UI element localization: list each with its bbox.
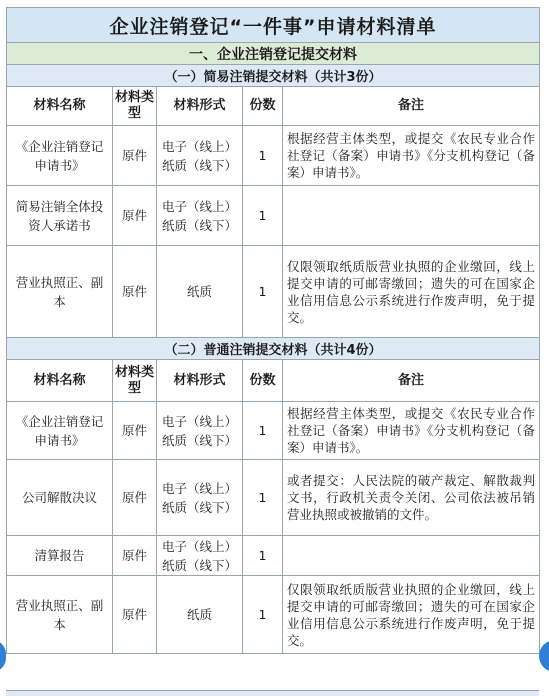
- material-form: [157, 536, 243, 576]
- form-online: 电子（线上）: [161, 413, 237, 429]
- header-row: [7, 87, 540, 126]
- material-note: 或者提交：人民法院的破产裁定、解散裁判文书，行政机关责令关闭、公司依法被吊销营业执照或被撤销的文件。: [283, 460, 540, 536]
- material-name: 《企业注销登记申请书》: [7, 126, 113, 186]
- table-row: [7, 402, 540, 460]
- column-header-type: 材料类型: [113, 360, 157, 402]
- material-form: [157, 186, 243, 246]
- next-section-strip: [6, 690, 539, 696]
- materials-table: [6, 7, 540, 654]
- material-type: 原件: [113, 402, 157, 460]
- material-type: 原件: [113, 536, 157, 576]
- column-header-count: 份数: [243, 360, 283, 402]
- column-header-count: 份数: [243, 87, 283, 126]
- material-count: 1: [243, 402, 283, 460]
- table-row: [7, 576, 540, 654]
- form-online: 电子（线上）: [161, 480, 237, 496]
- material-count: 1: [243, 460, 283, 536]
- column-header-form: 材料形式: [157, 360, 243, 402]
- column-header-type: 材料类型: [113, 87, 157, 126]
- table-row: [7, 186, 540, 246]
- material-form: [157, 460, 243, 536]
- material-note: 仅限领取纸质版营业执照的企业缴回，线上提交申请的可邮寄缴回；遗失的可在国家企业信用信息公示系统进行作废声明，免于提交。: [283, 576, 540, 654]
- column-header-name: 材料名称: [7, 360, 113, 402]
- subsection-heading-normal: （二）普通注销提交材料（共计4份）: [7, 338, 540, 360]
- material-type: 原件: [113, 460, 157, 536]
- form-offline: 纸质（线下）: [161, 157, 237, 173]
- form-online: 电子（线上）: [161, 538, 237, 554]
- material-count: 1: [243, 536, 283, 576]
- material-note: 根据经营主体类型，或提交《农民专业合作社登记（备案）申请书》《分支机构登记（备案）申请书》。: [283, 126, 540, 186]
- material-form: [157, 402, 243, 460]
- form-online: 电子（线上）: [161, 198, 237, 214]
- subsection-row: [7, 338, 540, 360]
- column-header-form: 材料形式: [157, 87, 243, 126]
- material-note: 根据经营主体类型，或提交《农民专业合作社登记（备案）申请书》《分支机构登记（备案）申请书》。: [283, 402, 540, 460]
- page-title: 企业注销登记“一件事”申请材料清单: [7, 8, 540, 43]
- material-name: 《企业注销登记申请书》: [7, 402, 113, 460]
- form-offline: 纸质（线下）: [161, 432, 237, 448]
- material-form: [157, 126, 243, 186]
- table-row: [7, 126, 540, 186]
- column-header-name: 材料名称: [7, 87, 113, 126]
- table-row: [7, 536, 540, 576]
- column-header-note: 备注: [283, 360, 540, 402]
- subsection-heading-simple: （一）简易注销提交材料（共计3份）: [7, 65, 540, 87]
- table-row: [7, 460, 540, 536]
- form-offline: 纸质（线下）: [161, 557, 237, 573]
- table-row: [7, 246, 540, 338]
- material-type: 原件: [113, 576, 157, 654]
- material-note: [283, 536, 540, 576]
- material-count: 1: [243, 126, 283, 186]
- material-form: 纸质: [157, 576, 243, 654]
- section-row: [7, 43, 540, 65]
- material-type: 原件: [113, 186, 157, 246]
- material-type: 原件: [113, 246, 157, 338]
- material-type: 原件: [113, 126, 157, 186]
- title-row: [7, 8, 540, 43]
- form-offline: 纸质（线下）: [161, 499, 237, 515]
- subsection-row: [7, 65, 540, 87]
- form-offline: 纸质（线下）: [161, 217, 237, 233]
- material-count: 1: [243, 576, 283, 654]
- material-count: 1: [243, 246, 283, 338]
- material-name: 清算报告: [7, 536, 113, 576]
- material-name: 营业执照正、副本: [7, 246, 113, 338]
- header-row: [7, 360, 540, 402]
- section-heading: 一、企业注销登记提交材料: [7, 43, 540, 65]
- form-online: 电子（线上）: [161, 138, 237, 154]
- material-form: 纸质: [157, 246, 243, 338]
- material-note: [283, 186, 540, 246]
- material-count: 1: [243, 186, 283, 246]
- material-name: 公司解散决议: [7, 460, 113, 536]
- right-edge-decoration: [539, 640, 549, 672]
- column-header-note: 备注: [283, 87, 540, 126]
- material-note: 仅限领取纸质版营业执照的企业缴回，线上提交申请的可邮寄缴回；遗失的可在国家企业信用信息公示系统进行作废声明，免于提交。: [283, 246, 540, 338]
- material-name: 简易注销全体投资人承诺书: [7, 186, 113, 246]
- material-name: 营业执照正、副本: [7, 576, 113, 654]
